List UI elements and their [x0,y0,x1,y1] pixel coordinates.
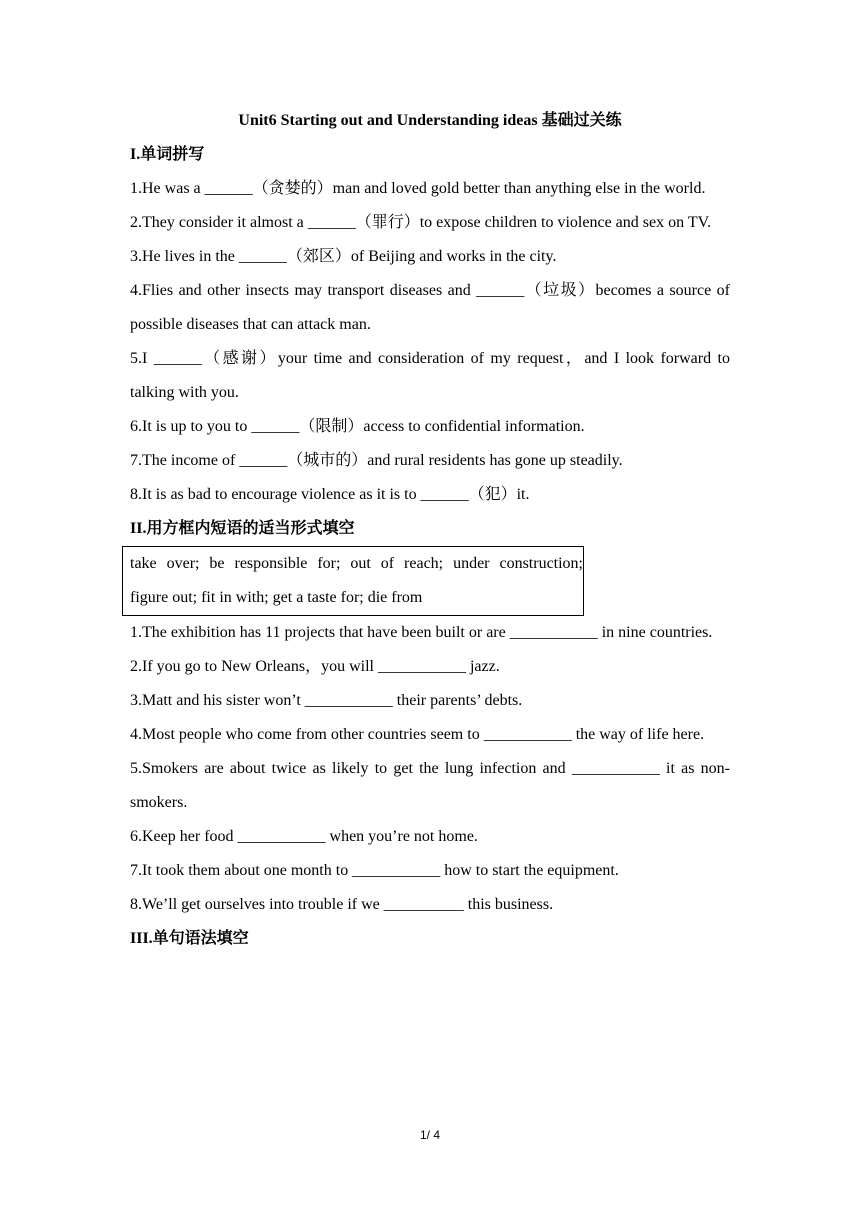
spelling-item-4: 4.Flies and other insects may transport diseases and ______（垃圾）becomes a source of possible diseases that can attack man. [130,282,730,333]
phrase-item-8: 8.We’ll get ourselves into trouble if we __________ this business. [130,896,554,913]
spelling-item-8: 8.It is as bad to encourage violence as it is to ______（犯）it. [130,486,530,503]
section-heading-spelling: I.单词拼写 [130,146,205,163]
phrase-item-4: 4.Most people who come from other countries seem to ___________ the way of life here. [130,726,705,743]
phrase-item-5: 5.Smokers are about twice as likely to get the lung infection and ___________ it as non-smokers. [130,760,730,811]
spelling-item-7: 7.The income of ______（城市的）and rural residents has gone up steadily. [130,452,623,469]
document-page [130,104,730,956]
phrase-item-1: 1.The exhibition has 11 projects that have been built or are ___________ in nine countries. [130,624,713,641]
spelling-item-2: 2.They consider it almost a ______（罪行）to expose children to violence and sex on TV. [130,214,712,231]
phrase-box-line-2: figure out; fit in with; get a taste for; die from [130,589,423,606]
spelling-item-3: 3.He lives in the ______（郊区）of Beijing and works in the city. [130,248,557,265]
phrase-box-line-1: take over; be responsible for; out of reach; under construction; [130,555,583,572]
page-number: 1/ 4 [419,1128,440,1142]
section-heading-grammar: III.单句语法填空 [130,930,249,947]
spelling-item-1: 1.He was a ______（贪婪的）man and loved gold better than anything else in the world. [130,180,706,197]
spelling-item-6: 6.It is up to you to ______（限制）access to confidential information. [130,418,585,435]
phrase-box [122,546,584,616]
phrase-item-7: 7.It took them about one month to ___________ how to start the equipment. [130,862,619,879]
phrase-item-6: 6.Keep her food ___________ when you’re not home. [130,828,478,845]
section-heading-phrases: II.用方框内短语的适当形式填空 [130,520,355,537]
spelling-item-5: 5.I ______（感谢）your time and consideration of my request，and I look forward to talking with you. [130,350,730,401]
phrase-item-2: 2.If you go to New Orleans，you will ___________ jazz. [130,658,500,675]
document-title: Unit6 Starting out and Understanding ideas 基础过关练 [238,112,622,129]
phrase-item-3: 3.Matt and his sister won’t ___________ their parents’ debts. [130,692,523,709]
